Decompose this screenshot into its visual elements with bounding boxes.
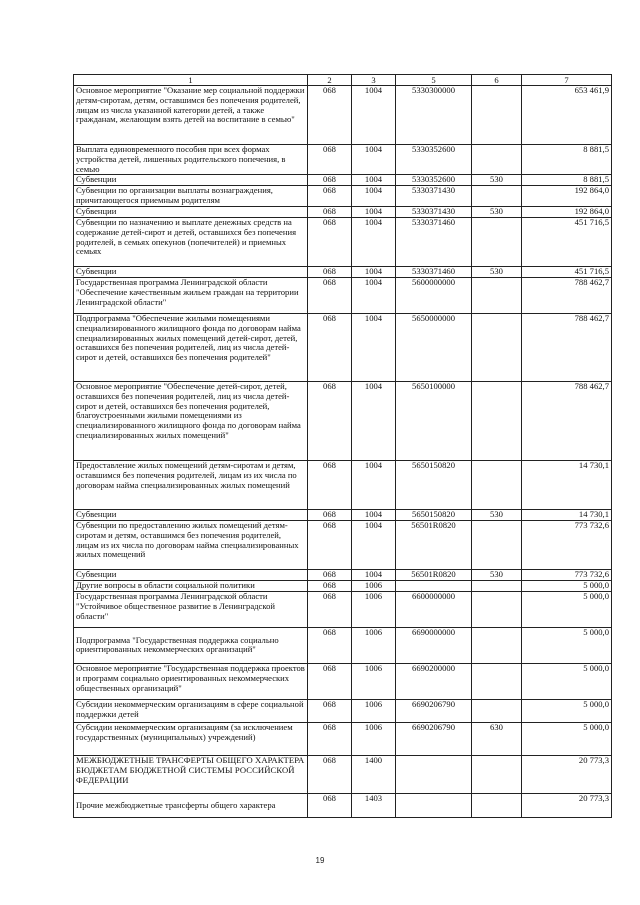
- table-row: [74, 663, 612, 699]
- table-row: [74, 520, 612, 569]
- row-vr: [472, 186, 522, 207]
- table-row: [74, 277, 612, 313]
- row-name: Субвенции: [74, 266, 308, 277]
- row-sum: 5 000,0: [522, 591, 612, 627]
- col-header-csr: 5: [396, 75, 472, 86]
- row-name: Субсидии некоммерческим организациям в сфере социальной поддержки детей: [74, 699, 308, 722]
- row-sum: 788 462,7: [522, 381, 612, 460]
- row-rzpr: 1004: [352, 460, 396, 509]
- row-name: Субвенции по предоставлению жилых помещений детям-сиротам и детям, оставшимся без попечения родителей, лицам из их числа по договорам найма специализированных жилых помещений: [74, 520, 308, 569]
- row-grbs: 068: [308, 266, 352, 277]
- row-name: Подпрограмма "Государственная поддержка социально ориентированных некоммерческих организаций": [74, 627, 308, 663]
- row-sum: 5 000,0: [522, 627, 612, 663]
- row-name: Другие вопросы в области социальной политики: [74, 580, 308, 591]
- row-vr: [472, 699, 522, 722]
- row-grbs: 068: [308, 145, 352, 175]
- row-grbs: 068: [308, 663, 352, 699]
- row-name: Субвенции: [74, 509, 308, 520]
- row-name: Субвенции: [74, 175, 308, 186]
- row-vr: [472, 663, 522, 699]
- row-sum: 8 881,5: [522, 175, 612, 186]
- col-header-grbs: 2: [308, 75, 352, 86]
- row-grbs: 068: [308, 699, 352, 722]
- table-row: [74, 175, 612, 186]
- row-rzpr: 1004: [352, 186, 396, 207]
- row-rzpr: 1004: [352, 509, 396, 520]
- row-sum: 14 730,1: [522, 509, 612, 520]
- row-csr: 5330371460: [396, 266, 472, 277]
- table-row: [74, 699, 612, 722]
- col-header-rzpr: 3: [352, 75, 396, 86]
- row-csr: 6690000000: [396, 627, 472, 663]
- page-number: 19: [315, 856, 325, 865]
- row-rzpr: 1006: [352, 663, 396, 699]
- row-grbs: 068: [308, 569, 352, 580]
- row-name: Основное мероприятие "Оказание мер социальной поддержки детям-сиротам, детям, оставшимся без попечения родителей, лицам из числа указанной категории детей, а также гражданам, желающим взять детей на воспитание в семью": [74, 86, 308, 145]
- row-sum: 5 000,0: [522, 663, 612, 699]
- row-csr: 5650150820: [396, 509, 472, 520]
- row-csr: 6600000000: [396, 591, 472, 627]
- row-vr: [472, 277, 522, 313]
- row-vr: [472, 755, 522, 793]
- row-vr: [472, 313, 522, 381]
- table-row: [74, 755, 612, 793]
- row-sum: 653 461,9: [522, 86, 612, 145]
- row-csr: [396, 755, 472, 793]
- table-row: [74, 86, 612, 145]
- row-grbs: 068: [308, 755, 352, 793]
- row-name: Государственная программа Ленинградской области "Устойчивое общественное развитие в Ленинградской области": [74, 591, 308, 627]
- row-rzpr: 1400: [352, 755, 396, 793]
- row-vr: [472, 627, 522, 663]
- table-row: [74, 206, 612, 217]
- row-grbs: 068: [308, 722, 352, 755]
- row-grbs: 068: [308, 591, 352, 627]
- row-vr: 630: [472, 722, 522, 755]
- row-name: Предоставление жилых помещений детям-сиротам и детям, оставшимся без попечения родителей, лицам из их числа по договорам найма специализированных жилых помещений: [74, 460, 308, 509]
- row-rzpr: 1006: [352, 722, 396, 755]
- row-grbs: 068: [308, 520, 352, 569]
- row-csr: 5650150820: [396, 460, 472, 509]
- row-csr: [396, 580, 472, 591]
- table-row: [74, 381, 612, 460]
- row-rzpr: 1004: [352, 175, 396, 186]
- budget-table: [73, 74, 612, 818]
- row-name: Субсидии некоммерческим организациям (за исключением государственных (муниципальных) учреждений): [74, 722, 308, 755]
- row-name: Субвенции по организации выплаты вознаграждения, причитающегося приемным родителям: [74, 186, 308, 207]
- row-csr: 6690206790: [396, 722, 472, 755]
- row-grbs: 068: [308, 217, 352, 266]
- row-name: Государственная программа Ленинградской области "Обеспечение качественным жильем граждан на территории Ленинградской области": [74, 277, 308, 313]
- row-csr: 5600000000: [396, 277, 472, 313]
- row-grbs: 068: [308, 175, 352, 186]
- row-rzpr: 1004: [352, 217, 396, 266]
- col-header-vr: 6: [472, 75, 522, 86]
- row-grbs: 068: [308, 313, 352, 381]
- row-grbs: 068: [308, 277, 352, 313]
- row-csr: 56501R0820: [396, 520, 472, 569]
- table-row: [74, 569, 612, 580]
- table-row: [74, 627, 612, 663]
- row-grbs: 068: [308, 460, 352, 509]
- row-rzpr: 1006: [352, 580, 396, 591]
- row-csr: 6690200000: [396, 663, 472, 699]
- row-sum: 5 000,0: [522, 580, 612, 591]
- table-row: [74, 793, 612, 817]
- row-rzpr: 1006: [352, 699, 396, 722]
- row-sum: 192 864,0: [522, 206, 612, 217]
- row-csr: 56501R0820: [396, 569, 472, 580]
- row-name: Подпрограмма "Обеспечение жилыми помещениями специализированного жилищного фонда по договорам найма специализированных жилых помещений детей-сирот, детей, оставшихся без попечения родителей, лиц из числа детей-сирот и детей, оставшихся без попечения родителей": [74, 313, 308, 381]
- row-vr: [472, 591, 522, 627]
- row-vr: 530: [472, 266, 522, 277]
- row-grbs: 068: [308, 86, 352, 145]
- table-row: [74, 217, 612, 266]
- row-rzpr: 1004: [352, 520, 396, 569]
- row-csr: 5330352600: [396, 175, 472, 186]
- row-sum: 20 773,3: [522, 755, 612, 793]
- table-row: [74, 509, 612, 520]
- row-rzpr: 1004: [352, 145, 396, 175]
- row-sum: 20 773,3: [522, 793, 612, 817]
- row-csr: 6690206790: [396, 699, 472, 722]
- row-vr: [472, 460, 522, 509]
- row-name: Основное мероприятие "Обеспечение детей-сирот, детей, оставшихся без попечения родителей, лиц из числа детей-сирот и детей, оставшихся без попечения родителей, благоустроенными жилыми помещениями из специализированного жилищного фонда по договорам найма специализированных жилых помещений": [74, 381, 308, 460]
- table-row: [74, 591, 612, 627]
- row-vr: [472, 145, 522, 175]
- row-sum: 5 000,0: [522, 699, 612, 722]
- table-row: [74, 580, 612, 591]
- row-sum: 8 881,5: [522, 145, 612, 175]
- row-vr: 530: [472, 175, 522, 186]
- row-vr: 530: [472, 569, 522, 580]
- row-csr: 5650100000: [396, 381, 472, 460]
- row-vr: [472, 86, 522, 145]
- row-vr: [472, 793, 522, 817]
- row-rzpr: 1006: [352, 591, 396, 627]
- row-sum: 451 716,5: [522, 266, 612, 277]
- table-row: [74, 722, 612, 755]
- row-sum: 788 462,7: [522, 277, 612, 313]
- row-name: Субвенции: [74, 569, 308, 580]
- row-grbs: 068: [308, 186, 352, 207]
- row-rzpr: 1004: [352, 206, 396, 217]
- row-sum: 5 000,0: [522, 722, 612, 755]
- row-csr: 5330352600: [396, 145, 472, 175]
- row-grbs: 068: [308, 580, 352, 591]
- row-vr: 530: [472, 206, 522, 217]
- row-vr: 530: [472, 509, 522, 520]
- row-grbs: 068: [308, 509, 352, 520]
- row-name: Выплата единовременного пособия при всех формах устройства детей, лишенных родительского попечения, в семью: [74, 145, 308, 175]
- row-name: Основное мероприятие "Государственная поддержка проектов и программ социально ориентированных некоммерческих общественных организаций": [74, 663, 308, 699]
- row-csr: 5650000000: [396, 313, 472, 381]
- row-rzpr: 1004: [352, 86, 396, 145]
- row-rzpr: 1004: [352, 266, 396, 277]
- row-sum: 192 864,0: [522, 186, 612, 207]
- row-grbs: 068: [308, 793, 352, 817]
- row-sum: 788 462,7: [522, 313, 612, 381]
- row-csr: [396, 793, 472, 817]
- row-name: МЕЖБЮДЖЕТНЫЕ ТРАНСФЕРТЫ ОБЩЕГО ХАРАКТЕРА БЮДЖЕТАМ БЮДЖЕТНОЙ СИСТЕМЫ РОССИЙСКОЙ ФЕДЕРАЦИИ: [74, 755, 308, 793]
- row-rzpr: 1004: [352, 313, 396, 381]
- row-rzpr: 1006: [352, 627, 396, 663]
- row-csr: 5330371460: [396, 217, 472, 266]
- row-vr: [472, 580, 522, 591]
- table-header-row: [74, 75, 612, 86]
- row-sum: 773 732,6: [522, 520, 612, 569]
- row-sum: 451 716,5: [522, 217, 612, 266]
- table-row: [74, 460, 612, 509]
- row-csr: 5330371430: [396, 206, 472, 217]
- row-sum: 14 730,1: [522, 460, 612, 509]
- row-rzpr: 1004: [352, 569, 396, 580]
- row-csr: 5330300000: [396, 86, 472, 145]
- row-csr: 5330371430: [396, 186, 472, 207]
- row-grbs: 068: [308, 381, 352, 460]
- row-grbs: 068: [308, 627, 352, 663]
- table-row: [74, 186, 612, 207]
- row-sum: 773 732,6: [522, 569, 612, 580]
- row-rzpr: 1403: [352, 793, 396, 817]
- row-vr: [472, 381, 522, 460]
- row-rzpr: 1004: [352, 381, 396, 460]
- table-row: [74, 145, 612, 175]
- row-vr: [472, 217, 522, 266]
- col-header-name: 1: [74, 75, 308, 86]
- row-name: Прочие межбюджетные трансферты общего характера: [74, 793, 308, 817]
- row-rzpr: 1004: [352, 277, 396, 313]
- row-vr: [472, 520, 522, 569]
- row-name: Субвенции: [74, 206, 308, 217]
- table-row: [74, 313, 612, 381]
- row-name: Субвенции по назначению и выплате денежных средств на содержание детей-сирот и детей, оставшихся без попечения родителей, в семьях опекунов (попечителей) и приемных семьях: [74, 217, 308, 266]
- row-grbs: 068: [308, 206, 352, 217]
- table-row: [74, 266, 612, 277]
- col-header-sum: 7: [522, 75, 612, 86]
